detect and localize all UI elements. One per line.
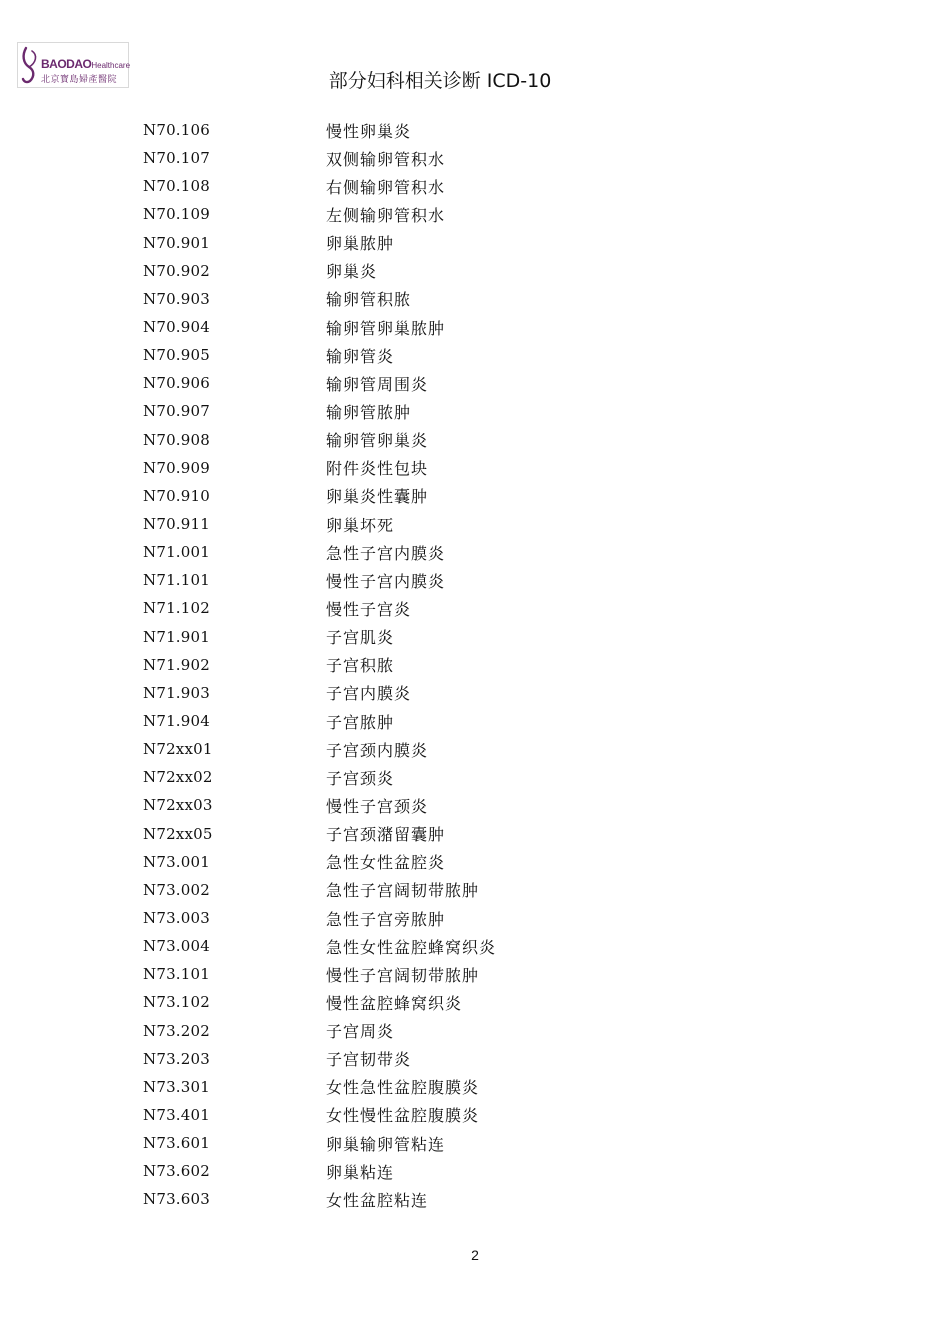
icd-code: N73.202	[143, 1021, 211, 1040]
diagnosis-name: 附件炎性包块	[326, 459, 429, 479]
list-item	[143, 313, 496, 341]
list-item	[143, 651, 496, 679]
diagnosis-name: 输卵管脓肿	[326, 402, 412, 422]
icd-code: N73.002	[143, 880, 211, 899]
icd-code: N72xx02	[143, 768, 213, 787]
list-item	[143, 566, 496, 594]
diagnosis-name: 输卵管积脓	[326, 290, 412, 310]
icd-code: N73.601	[143, 1134, 211, 1153]
icd-code: N70.905	[143, 346, 211, 365]
icd-code: N70.107	[143, 149, 211, 168]
page-number: 2	[471, 1247, 479, 1263]
icd-code: N70.908	[143, 430, 211, 449]
list-item	[143, 1157, 496, 1185]
list-item	[143, 623, 496, 651]
list-item	[143, 116, 496, 144]
icd-code: N73.401	[143, 1105, 211, 1124]
icd-code: N71.102	[143, 599, 211, 618]
icd-code: N71.902	[143, 655, 211, 674]
list-item	[143, 707, 496, 735]
diagnosis-name: 卵巢输卵管粘连	[326, 1134, 446, 1154]
icd-code: N73.102	[143, 993, 211, 1012]
list-item	[143, 1073, 496, 1101]
list-item	[143, 454, 496, 482]
list-item	[143, 144, 496, 172]
list-item	[143, 1101, 496, 1129]
diagnosis-name: 急性女性盆腔炎	[326, 853, 446, 873]
diagnosis-name: 女性慢性盆腔腹膜炎	[326, 1106, 480, 1126]
logo-name-cn: 北京寳島婦產醫院	[41, 75, 118, 85]
diagnosis-name: 子宫韧带炎	[326, 1050, 412, 1070]
diagnosis-name: 卵巢粘连	[326, 1162, 395, 1182]
icd-code: N72xx03	[143, 796, 213, 815]
diagnosis-name: 子宫颈潴留囊肿	[326, 825, 446, 845]
icd-code: N71.901	[143, 627, 211, 646]
icd-code: N73.001	[143, 852, 211, 871]
list-item	[143, 172, 496, 200]
diagnosis-name: 慢性子宫阔韧带脓肿	[326, 965, 480, 985]
icd-code: N71.903	[143, 683, 211, 702]
list-item	[143, 848, 496, 876]
diagnosis-name: 慢性子宫内膜炎	[326, 571, 446, 591]
diagnosis-name: 输卵管卵巢脓肿	[326, 318, 446, 338]
list-item	[143, 1045, 496, 1073]
icd-code: N70.108	[143, 177, 211, 196]
list-item	[143, 904, 496, 932]
list-item	[143, 791, 496, 819]
diagnosis-name: 输卵管炎	[326, 346, 395, 366]
diagnosis-name: 慢性子宫颈炎	[326, 796, 429, 816]
list-item	[143, 960, 496, 988]
diagnosis-name: 慢性子宫炎	[326, 599, 412, 619]
list-item	[143, 735, 496, 763]
list-item	[143, 397, 496, 425]
list-item	[143, 257, 496, 285]
icd-code: N70.909	[143, 458, 211, 477]
icd-code: N70.901	[143, 233, 211, 252]
list-item	[143, 1129, 496, 1157]
diagnosis-name: 子宫内膜炎	[326, 684, 412, 704]
diagnosis-name: 慢性卵巢炎	[326, 121, 412, 141]
diagnosis-name: 子宫肌炎	[326, 628, 395, 648]
icd-code: N70.911	[143, 515, 211, 534]
diagnosis-name: 子宫脓肿	[326, 712, 395, 732]
icd-code: N73.603	[143, 1190, 211, 1209]
list-item	[143, 285, 496, 313]
list-item	[143, 510, 496, 538]
icd-code: N73.004	[143, 937, 211, 956]
icd-code: N72xx01	[143, 740, 213, 759]
icd-code: N70.907	[143, 402, 211, 421]
list-item	[143, 679, 496, 707]
diagnosis-name: 子宫颈内膜炎	[326, 740, 429, 760]
icd-code: N72xx05	[143, 824, 213, 843]
diagnosis-code-list	[143, 116, 496, 1213]
list-item	[143, 988, 496, 1016]
icd-code: N70.106	[143, 121, 211, 140]
list-item	[143, 426, 496, 454]
icd-code: N70.906	[143, 374, 211, 393]
icd-code: N71.904	[143, 712, 211, 731]
list-item	[143, 482, 496, 510]
diagnosis-name: 女性盆腔粘连	[326, 1190, 429, 1210]
icd-code: N71.101	[143, 571, 211, 590]
diagnosis-name: 双侧输卵管积水	[326, 149, 446, 169]
diagnosis-name: 慢性盆腔蜂窝织炎	[326, 993, 463, 1013]
diagnosis-name: 急性子宫内膜炎	[326, 543, 446, 563]
list-item	[143, 820, 496, 848]
list-item	[143, 229, 496, 257]
list-item	[143, 200, 496, 228]
diagnosis-name: 女性急性盆腔腹膜炎	[326, 1078, 480, 1098]
list-item	[143, 341, 496, 369]
list-item	[143, 763, 496, 791]
diagnosis-name: 急性女性盆腔蜂窝织炎	[326, 937, 497, 957]
page-title: 部分妇科相关诊断 ICD-10	[328, 70, 552, 92]
diagnosis-name: 卵巢炎	[326, 262, 378, 282]
icd-code: N70.903	[143, 289, 211, 308]
icd-code: N73.203	[143, 1049, 211, 1068]
list-item	[143, 594, 496, 622]
list-item	[143, 1017, 496, 1045]
icd-code: N73.101	[143, 965, 211, 984]
icd-code: N70.904	[143, 318, 211, 337]
diagnosis-name: 卵巢坏死	[326, 515, 395, 535]
diagnosis-name: 子宫积脓	[326, 656, 395, 676]
diagnosis-name: 子宫颈炎	[326, 768, 395, 788]
list-item	[143, 932, 496, 960]
icd-code: N73.003	[143, 909, 211, 927]
list-item	[143, 369, 496, 397]
icd-code: N73.301	[143, 1077, 211, 1096]
icd-code: N71.001	[143, 543, 211, 562]
diagnosis-name: 急性子宫旁脓肿	[326, 909, 446, 929]
diagnosis-name: 卵巢脓肿	[326, 234, 395, 254]
diagnosis-name: 左侧输卵管积水	[326, 205, 446, 225]
list-item	[143, 876, 496, 904]
icd-code: N70.910	[143, 486, 211, 505]
diagnosis-name: 右侧输卵管积水	[326, 177, 446, 197]
icd-code: N70.902	[143, 261, 211, 280]
diagnosis-name: 子宫周炎	[326, 1022, 395, 1042]
list-item	[143, 538, 496, 566]
diagnosis-name: 急性子宫阔韧带脓肿	[326, 881, 480, 901]
icd-code: N70.109	[143, 205, 211, 224]
list-item	[143, 1185, 496, 1213]
logo-name-en: BAODAOHealthcare	[41, 57, 131, 71]
diagnosis-name: 输卵管卵巢炎	[326, 431, 429, 451]
icd-code: N73.602	[143, 1162, 211, 1181]
diagnosis-name: 卵巢炎性囊肿	[326, 487, 429, 507]
diagnosis-name: 输卵管周围炎	[326, 374, 429, 394]
